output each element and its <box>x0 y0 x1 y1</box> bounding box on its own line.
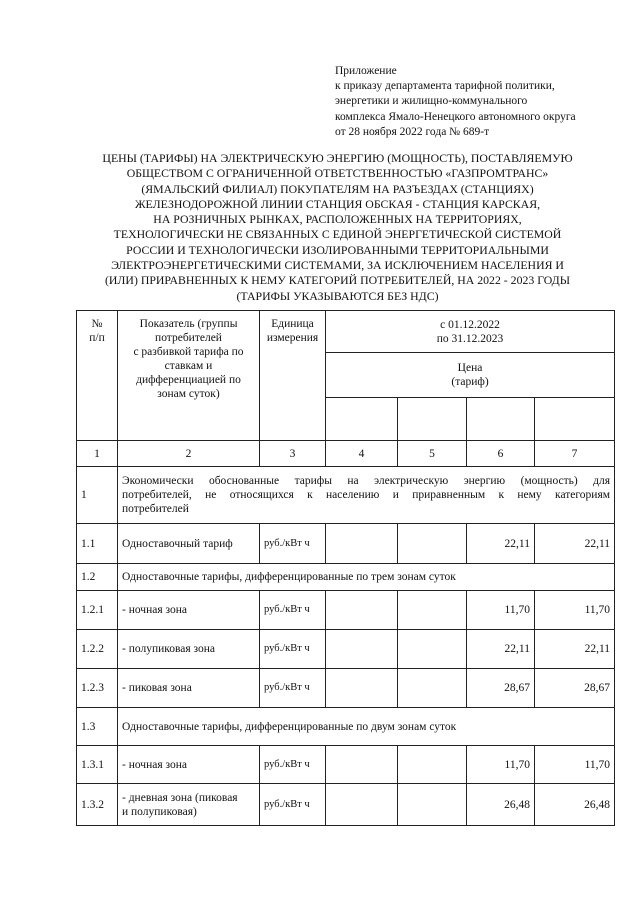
header-price-line: (тариф) <box>451 376 489 388</box>
column-number-row <box>77 441 615 467</box>
row-number: 1.2.3 <box>77 669 118 708</box>
row-unit: руб./кВт ч <box>260 746 326 784</box>
row-value-7: 22,11 <box>535 524 615 564</box>
header-period-line: по 31.12.2023 <box>436 332 504 345</box>
title-line: ЭЛЕКТРОЭНЕРГЕТИЧЕСКИМИ СИСТЕМАМИ, ЗА ИСКЛЮЧЕНИЕМ НАСЕЛЕНИЯ И <box>111 258 564 273</box>
row-number: 1.3 <box>77 708 118 746</box>
title-line: НА РОЗНИЧНЫХ РЫНКАХ, РАСПОЛОЖЕННЫХ НА ТЕРРИТОРИЯХ, <box>153 212 522 227</box>
section-row <box>77 708 615 746</box>
row-name-line: - дневная зона (пиковая <box>122 791 238 804</box>
section-row <box>77 467 615 524</box>
section-row <box>77 564 615 591</box>
row-number: 1.2.2 <box>77 630 118 669</box>
row-name: - полупиковая зона <box>118 630 260 669</box>
table-row <box>77 524 615 564</box>
row-number: 1.3.1 <box>77 746 118 784</box>
header-indicator-line: Показатель (группы <box>139 318 238 330</box>
header-unit-cell <box>260 311 326 441</box>
header-period-line: с 01.12.2022 <box>440 318 500 331</box>
empty-cell <box>326 669 398 708</box>
row-name: - пиковая зона <box>118 669 260 708</box>
title-line: ТЕХНОЛОГИЧЕСКИ НЕ СВЯЗАННЫХ С ЕДИНОЙ ЭНЕРГЕТИЧЕСКОЙ СИСТЕМОЙ <box>113 227 562 242</box>
header-indicator-line: ставкам и <box>164 360 213 372</box>
header-indicator-line: дифференциацией по <box>136 374 241 386</box>
appendix-line: от 28 ноября 2022 года № 689-т <box>335 125 490 138</box>
section-text-line: потребителей <box>122 503 189 515</box>
section-text-line: потребителей, не относящихся к населению и приравненным к нему категориям <box>122 489 611 501</box>
title-line: (ЯМАЛЬСКИЙ ФИЛИАЛ) ПОКУПАТЕЛЯМ НА РАЗЪЕЗДАХ (СТАНЦИЯХ) <box>141 181 534 196</box>
header-unit-line: Единица <box>271 318 314 330</box>
empty-cell <box>326 630 398 669</box>
header-row <box>77 311 615 353</box>
header-price-cell <box>326 353 615 398</box>
title-line: (ИЛИ) ПРИРАВНЕННЫХ К НЕМУ КАТЕГОРИЙ ПОТРЕБИТЕЛЕЙ, НА 2022 - 2023 ГОДЫ <box>104 273 571 288</box>
table-row <box>77 746 615 784</box>
row-name: Одноставочный тариф <box>118 524 260 564</box>
row-value-6: 22,11 <box>467 630 535 669</box>
row-name-line: и полупиковая) <box>122 805 197 818</box>
row-unit: руб./кВт ч <box>260 524 326 564</box>
empty-cell <box>398 398 467 441</box>
row-value-7: 11,70 <box>535 591 615 630</box>
row-value-6: 11,70 <box>467 591 535 630</box>
row-value-7: 22,11 <box>535 630 615 669</box>
empty-cell <box>535 398 615 441</box>
header-indicator-line: потребителей <box>155 332 222 344</box>
empty-cell <box>467 398 535 441</box>
header-indicator-line: зонам суток) <box>157 388 220 400</box>
row-name: - ночная зона <box>118 591 260 630</box>
section-text: Одноставочные тарифы, дифференцированные по двум зонам суток <box>118 708 615 746</box>
row-value-7: 28,67 <box>535 669 615 708</box>
row-number: 1.1 <box>77 524 118 564</box>
column-number: 1 <box>77 441 118 467</box>
header-unit-line: измерения <box>266 332 319 344</box>
row-number: 1 <box>77 467 118 524</box>
empty-cell <box>326 784 398 826</box>
column-number: 5 <box>398 441 467 467</box>
row-name <box>118 784 260 826</box>
header-price-line: Цена <box>457 362 483 374</box>
row-unit: руб./кВт ч <box>260 669 326 708</box>
table-row <box>77 630 615 669</box>
tariff-table <box>76 310 615 826</box>
row-number: 1.2.1 <box>77 591 118 630</box>
empty-cell <box>398 746 467 784</box>
title-line: (ТАРИФЫ УКАЗЫВАЮТСЯ БЕЗ НДС) <box>236 288 439 303</box>
table-row <box>77 784 615 826</box>
header-num-label: № <box>91 318 103 330</box>
header-num-label: п/п <box>89 332 105 344</box>
empty-cell <box>398 591 467 630</box>
empty-cell <box>398 784 467 826</box>
row-value-7: 26,48 <box>535 784 615 826</box>
title-line: ЦЕНЫ (ТАРИФЫ) НА ЭЛЕКТРИЧЕСКУЮ ЭНЕРГИЮ (МОЩНОСТЬ), ПОСТАВЛЯЕМУЮ <box>102 151 573 165</box>
row-value-6: 22,11 <box>467 524 535 564</box>
row-number: 1.3.2 <box>77 784 118 826</box>
section-text: Одноставочные тарифы, дифференцированные по трем зонам суток <box>118 564 615 591</box>
column-number: 3 <box>260 441 326 467</box>
column-number: 6 <box>467 441 535 467</box>
title-line: ЖЕЛЕЗНОДОРОЖНОЙ ЛИНИИ СТАНЦИЯ ОБСКАЯ - СТАНЦИЯ КАРСКАЯ, <box>134 196 541 211</box>
header-indicator-cell <box>118 311 260 441</box>
empty-cell <box>326 591 398 630</box>
row-name: - ночная зона <box>118 746 260 784</box>
row-unit: руб./кВт ч <box>260 630 326 669</box>
header-num-cell <box>77 311 118 441</box>
document-title <box>60 151 615 304</box>
table-row <box>77 669 615 708</box>
section-text-cell <box>118 467 615 524</box>
header-indicator-line: с разбивкой тарифа по <box>133 346 244 358</box>
row-value-6: 28,67 <box>467 669 535 708</box>
column-number: 2 <box>118 441 260 467</box>
empty-cell <box>398 669 467 708</box>
row-value-7: 11,70 <box>535 746 615 784</box>
title-line: ОБЩЕСТВОМ С ОГРАНИЧЕННОЙ ОТВЕТСТВЕННОСТЬЮ «ГАЗПРОМТРАНС» <box>126 166 549 181</box>
appendix-line: к приказу департамента тарифной политики, <box>335 80 555 93</box>
row-number: 1.2 <box>77 564 118 591</box>
column-number: 4 <box>326 441 398 467</box>
row-unit: руб./кВт ч <box>260 591 326 630</box>
title-line: РОССИИ И ТЕХНОЛОГИЧЕСКИ ИЗОЛИРОВАННЫМИ ТЕРРИТОРИАЛЬНЫМИ <box>126 242 549 257</box>
row-value-6: 26,48 <box>467 784 535 826</box>
row-value-6: 11,70 <box>467 746 535 784</box>
header-period-cell <box>326 311 615 353</box>
row-value-4 <box>326 524 398 564</box>
section-text-line: Экономически обоснованные тарифы на электрическую энергию (мощность) для <box>122 475 611 487</box>
empty-cell <box>326 746 398 784</box>
empty-cell <box>398 630 467 669</box>
empty-cell <box>326 398 398 441</box>
appendix-block <box>335 64 625 140</box>
appendix-line: комплекса Ямало-Ненецкого автономного округа <box>335 110 576 123</box>
row-unit: руб./кВт ч <box>260 784 326 826</box>
table-row <box>77 591 615 630</box>
appendix-line: Приложение <box>335 65 397 77</box>
column-number: 7 <box>535 441 615 467</box>
row-value-5 <box>398 524 467 564</box>
appendix-line: энергетики и жилищно-коммунального <box>335 95 528 108</box>
